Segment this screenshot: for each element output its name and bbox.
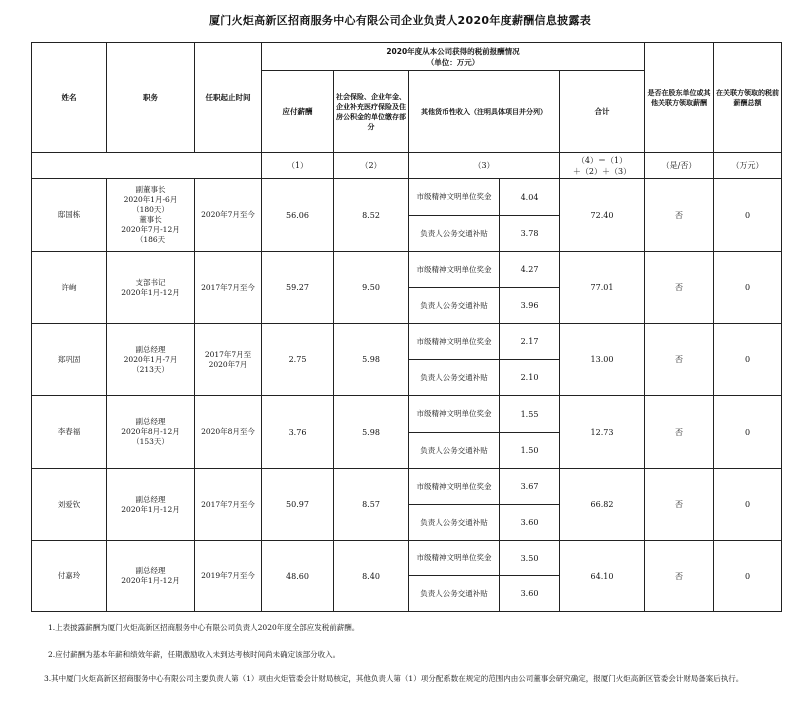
total-value: 66.82: [560, 469, 645, 541]
other-income-value: 1.50: [500, 433, 560, 469]
subheader-social: （2）: [334, 153, 409, 179]
other-income-label: 市级精神文明单位奖金: [409, 252, 500, 288]
table-row: [32, 469, 782, 505]
note-1: 1.上表披露薪酬为厦门火炬高新区招商服务中心有限公司负责人2020年度全部应发税前薪酬。: [48, 623, 360, 632]
other-income-label: 市级精神文明单位奖金: [409, 469, 500, 505]
document-title: 厦门火炬高新区招商服务中心有限公司企业负责人2020年度薪酬信息披露表: [208, 14, 592, 27]
other-income-value: 3.50: [500, 541, 560, 576]
header-position: 职务: [107, 43, 195, 153]
person-position: 副总经理 2020年1月-12月: [107, 469, 195, 541]
salary-value: 56.06: [262, 179, 334, 252]
related-party-flag: 否: [645, 469, 714, 541]
person-term: 2017年7月至2020年7月: [195, 324, 262, 396]
person-name: 李春福: [32, 396, 107, 469]
social-insurance-value: 5.98: [334, 324, 409, 396]
header-social-insurance: 社会保险、企业年金、企业补充医疗保险及住房公积金的单位缴存部分: [334, 71, 409, 153]
related-amount-value: 0: [714, 541, 782, 612]
person-name: 刘爱钦: [32, 469, 107, 541]
person-position: 副董事长 2020年1月-6月 （180天） 董事长 2020年7月-12月 （186天: [107, 179, 195, 252]
person-name: 郑巩固: [32, 324, 107, 396]
header-term: 任职起止时间: [195, 43, 262, 153]
person-name: 付嘉玲: [32, 541, 107, 612]
person-term: 2017年7月至今: [195, 469, 262, 541]
person-position: 副总经理 2020年1月-7月 （213天）: [107, 324, 195, 396]
other-income-value: 3.67: [500, 469, 560, 505]
note-3: 3.其中厦门火炬高新区招商服务中心有限公司主要负责人第（1）项由火炬管委会计财局核定，其他负责人第（1）项分配系数在规定的范围内由公司董事会研究确定，报厦门火炬高新区管委会计财局备案后执行。: [44, 674, 744, 683]
total-value: 64.10: [560, 541, 645, 612]
other-income-value: 3.78: [500, 216, 560, 252]
header-other-income: 其他货币性收入（注明具体项目并分列）: [409, 71, 560, 153]
other-income-label: 市级精神文明单位奖金: [409, 324, 500, 360]
other-income-value: 3.60: [500, 576, 560, 612]
subheader-other: （3）: [409, 153, 560, 179]
person-term: 2020年8月至今: [195, 396, 262, 469]
person-term: 2017年7月至今: [195, 252, 262, 324]
note-2: 2.应付薪酬为基本年薪和绩效年薪，任期激励收入未到达考核时间尚未确定该部分收入。: [48, 650, 341, 659]
header-related-party: 是否在股东单位或其他关联方领取薪酬: [645, 43, 714, 153]
header-salary: 应付薪酬: [262, 71, 334, 153]
header-income-group: 2020年度从本公司获得的税前报酬情况 （单位：万元）: [262, 43, 645, 71]
other-income-label: 市级精神文明单位奖金: [409, 179, 500, 216]
related-party-flag: 否: [645, 396, 714, 469]
related-amount-value: 0: [714, 179, 782, 252]
related-amount-value: 0: [714, 396, 782, 469]
person-name: 邸国栋: [32, 179, 107, 252]
other-income-value: 2.10: [500, 360, 560, 396]
header-name: 姓名: [32, 43, 107, 153]
total-value: 13.00: [560, 324, 645, 396]
table-row: [32, 541, 782, 576]
salary-value: 50.97: [262, 469, 334, 541]
table-row: [32, 252, 782, 288]
table-row: [32, 396, 782, 433]
subheader-total: （4）＝（1） ＋（2）＋（3）: [560, 153, 645, 179]
subheader-blank: [32, 153, 262, 179]
other-income-label: 负责人公务交通补贴: [409, 216, 500, 252]
table-row: [32, 179, 782, 216]
other-income-value: 1.55: [500, 396, 560, 433]
related-party-flag: 否: [645, 324, 714, 396]
related-amount-value: 0: [714, 324, 782, 396]
salary-value: 2.75: [262, 324, 334, 396]
salary-value: 59.27: [262, 252, 334, 324]
total-value: 12.73: [560, 396, 645, 469]
total-value: 77.01: [560, 252, 645, 324]
other-income-label: 市级精神文明单位奖金: [409, 396, 500, 433]
person-name: 许峋: [32, 252, 107, 324]
other-income-value: 2.17: [500, 324, 560, 360]
other-income-label: 负责人公务交通补贴: [409, 576, 500, 612]
social-insurance-value: 8.52: [334, 179, 409, 252]
other-income-label: 负责人公务交通补贴: [409, 288, 500, 324]
other-income-label: 负责人公务交通补贴: [409, 360, 500, 396]
other-income-value: 3.96: [500, 288, 560, 324]
related-amount-value: 0: [714, 469, 782, 541]
person-term: 2019年7月至今: [195, 541, 262, 612]
salary-disclosure-table: [31, 42, 782, 612]
person-position: 副总经理 2020年1月-12月: [107, 541, 195, 612]
other-income-label: 负责人公务交通补贴: [409, 505, 500, 541]
other-income-value: 3.60: [500, 505, 560, 541]
related-party-flag: 否: [645, 541, 714, 612]
social-insurance-value: 9.50: [334, 252, 409, 324]
subheader-salary: （1）: [262, 153, 334, 179]
social-insurance-value: 8.40: [334, 541, 409, 612]
related-amount-value: 0: [714, 252, 782, 324]
total-value: 72.40: [560, 179, 645, 252]
table-row: [32, 324, 782, 360]
header-total: 合计: [560, 71, 645, 153]
person-term: 2020年7月至今: [195, 179, 262, 252]
subheader-related: （是/否）: [645, 153, 714, 179]
table-body: [32, 179, 782, 612]
other-income-value: 4.04: [500, 179, 560, 216]
salary-value: 3.76: [262, 396, 334, 469]
salary-value: 48.60: [262, 541, 334, 612]
related-party-flag: 否: [645, 252, 714, 324]
other-income-value: 4.27: [500, 252, 560, 288]
other-income-label: 市级精神文明单位奖金: [409, 541, 500, 576]
other-income-label: 负责人公务交通补贴: [409, 433, 500, 469]
person-position: 副总经理 2020年8月-12月 （153天）: [107, 396, 195, 469]
person-position: 支部书记 2020年1月-12月: [107, 252, 195, 324]
social-insurance-value: 8.57: [334, 469, 409, 541]
related-party-flag: 否: [645, 179, 714, 252]
social-insurance-value: 5.98: [334, 396, 409, 469]
subheader-related-amount: （万元）: [714, 153, 782, 179]
header-related-amount: 在关联方领取的税前薪酬总额: [714, 43, 782, 153]
